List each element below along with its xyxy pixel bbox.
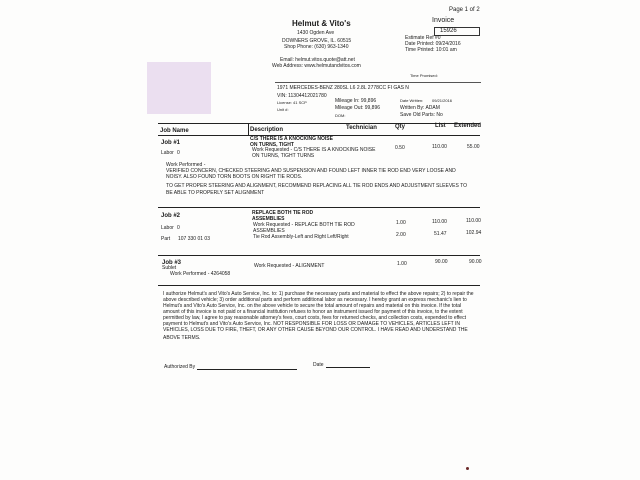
- time-promised: Time Promised:: [410, 73, 438, 78]
- authorized-by-label: Authorized By: [164, 364, 196, 370]
- job3-bottom-rule: [158, 285, 480, 286]
- terms-line-4: amount of this invoice is not paid or a financial institution refuses to honor an instrument issued for payment of this invoice, to the extent: [163, 309, 463, 315]
- vehicle-license: License: 41 SCP: [277, 100, 307, 105]
- vehicle-vin: VIN: 11304412021780: [277, 93, 327, 99]
- job2-title-line2: ASSEMBLIES: [252, 216, 285, 222]
- job2-bottom-rule: [158, 255, 480, 256]
- date-written-label: Date Written:: [400, 98, 424, 103]
- job1-performed-line1: VERIFIED CONCERN, CHECKED STEERING AND SUSPENSION AND FOUND LEFT INNER TIE ROD END VERY LOOSE AND: [166, 168, 456, 174]
- header-divider: [275, 82, 481, 83]
- job1-list: 110.00: [432, 144, 447, 150]
- terms-line-5: permitted by law, I agree to pay reasonable attorney's fees, court costs, fees for returned checks, and collection costs, expended to effect: [163, 315, 466, 321]
- job2-labor-label: Labor: [161, 225, 174, 231]
- date-label: Date: [313, 362, 324, 368]
- shop-phone: Shop Phone: (630) 963-1340: [284, 44, 349, 50]
- document-title: Invoice: [432, 17, 455, 24]
- col-extended: Extended: [454, 123, 482, 129]
- page-number: Page 1 of 2: [449, 7, 480, 13]
- job1-labor-label: Labor: [161, 150, 174, 156]
- job2-part-description: Tie Rod Assembly-Left and Right Left/Right: [253, 234, 349, 240]
- terms-line-3: Helmut's and Vito's Auto Service, Inc. on the above vehicle to secure the total amount of repairs and material on this invoice. If the total: [163, 303, 462, 309]
- job2-part-qty: 2.00: [396, 232, 406, 238]
- job1-recommend-line1: TO GET PROPER STEERING AND ALIGNMENT, RECOMMEND REPLACING ALL TIE ROD ENDS AND ADJUSTMENT SLEEVES TO: [166, 183, 467, 189]
- vehicle-dom: DOM:: [335, 113, 346, 118]
- col-technician: Technician: [346, 125, 377, 131]
- job2-labor-value: 0: [177, 225, 180, 231]
- job3-name: Job #3: [162, 260, 182, 266]
- job1-requested-line2: ON TURNS, TIGHT TURNS: [252, 153, 315, 159]
- job2-part-label: Part: [161, 236, 171, 242]
- mileage-in: Mileage In: 99,896: [335, 98, 377, 104]
- col-qty: Qty: [395, 124, 406, 130]
- job2-labor-qty: 1.00: [396, 220, 406, 226]
- job3-list: 90.00: [435, 259, 448, 265]
- job1-title-line1: C/S THERE IS A KNOCKING NOISE: [250, 136, 333, 142]
- job3-sublet-label: Sublet: [162, 265, 177, 271]
- job3-performed: Work Performed - 4264058: [170, 271, 231, 277]
- job2-requested-line2: ASSEMBLIES: [253, 228, 285, 234]
- job1-performed-label: Work Performed -: [166, 162, 206, 168]
- job2-labor-extended: 110.00: [466, 218, 481, 224]
- terms-line-6: payment to Helmut's and Vito's Auto Service, Inc. NOT RESPONSIBLE FOR LOSS OR DAMAGE TO VEHICLES, ARTICLES LEFT IN: [163, 321, 461, 327]
- table-top-rule: [158, 123, 480, 124]
- job1-requested-line1: Work Requested - C/S THERE IS A KNOCKING NOISE: [252, 147, 376, 153]
- terms-line-1: I authorize Helmut's and Vito's Auto Service, Inc. to: 1) purchase the necessary parts and material to effect the above repairs; 2) to repair the: [163, 291, 474, 297]
- terms-line-8: ABOVE TERMS.: [163, 335, 201, 341]
- terms-line-7: VEHICLES, LOSS DUE TO FIRE, THEFT, OR ANY OTHER CAUSE BEYOND OUR CONTROL. I HAVE READ AND UNDERSTAND THE: [163, 327, 468, 333]
- time-printed: Time Printed: 10:01 am: [405, 47, 457, 53]
- date-written: 09/21/2016: [432, 98, 453, 103]
- written-by: Written By: ADAM: [400, 105, 440, 111]
- job1-qty: 0.50: [395, 145, 405, 151]
- date-signature-line[interactable]: [326, 367, 370, 368]
- job3-requested: Work Requested - ALIGNMENT: [254, 263, 325, 269]
- job2-part-list: 51.47: [434, 231, 447, 237]
- mileage-out: Mileage Out: 99,896: [335, 105, 381, 111]
- terms-line-2: above described vehicle; 3) order additional parts and perform additional labor as necessary. I hereby grant an express mechanic's lien to: [163, 297, 467, 303]
- vehicle-description: 1971 MERCEDES-BENZ 280SL L6 2.8L 2778CC FI GAS N: [277, 85, 409, 91]
- job3-qty: 1.00: [397, 261, 407, 267]
- reference-number: 15926: [440, 28, 457, 34]
- job2-title-line1: REPLACE BOTH TIE ROD: [252, 210, 314, 216]
- job2-requested-line1: Work Requested - REPLACE BOTH TIE ROD: [253, 222, 355, 228]
- job2-labor-list: 110.00: [432, 219, 447, 225]
- job2-part-number: 107 330 01 03: [178, 236, 210, 242]
- authorized-by-signature-line[interactable]: [197, 369, 297, 370]
- job1-performed-line2: NOISY. ALSO FOUND TORN BOOTS ON RIGHT TIE RODS.: [166, 174, 303, 180]
- shop-address-line2: DOWNERS GROVE, IL. 60515: [282, 38, 352, 44]
- redacted-customer-block: [147, 62, 211, 114]
- job1-name: Job #1: [161, 140, 181, 146]
- header-column-divider: [248, 123, 249, 136]
- job2-part-extended: 102.94: [466, 230, 482, 236]
- job2-name: Job #2: [161, 213, 181, 219]
- shop-website: Web Address: www.helmutandvitos.com: [272, 63, 361, 69]
- col-list: List: [435, 123, 446, 129]
- shop-name: Helmut & Vito's: [292, 19, 351, 28]
- date-printed: Date Printed: 09/24/2016: [405, 41, 461, 47]
- vehicle-unit: Unit #:: [277, 107, 289, 112]
- job1-bottom-rule: [158, 207, 480, 208]
- ink-mark: [466, 467, 469, 470]
- save-old-parts: Save Old Parts: No: [400, 112, 443, 118]
- shop-email: Email: helmut.vitos.quote@att.net: [280, 57, 355, 63]
- job1-labor-value: 0: [177, 150, 180, 156]
- job1-title-line2: ON TURNS, TIGHT: [250, 142, 294, 148]
- job1-recommend-line2: BE ABLE TO PROPERLY SET ALIGNMENT: [166, 190, 265, 196]
- col-job-name: Job Name: [160, 128, 189, 134]
- col-description: Description: [250, 127, 284, 133]
- job1-extended: 55.00: [467, 144, 480, 150]
- shop-address-line1: 1430 Ogden Ave: [297, 30, 335, 36]
- job3-extended: 90.00: [469, 259, 482, 265]
- estimate-ref: Estimate Ref #0: [405, 35, 441, 41]
